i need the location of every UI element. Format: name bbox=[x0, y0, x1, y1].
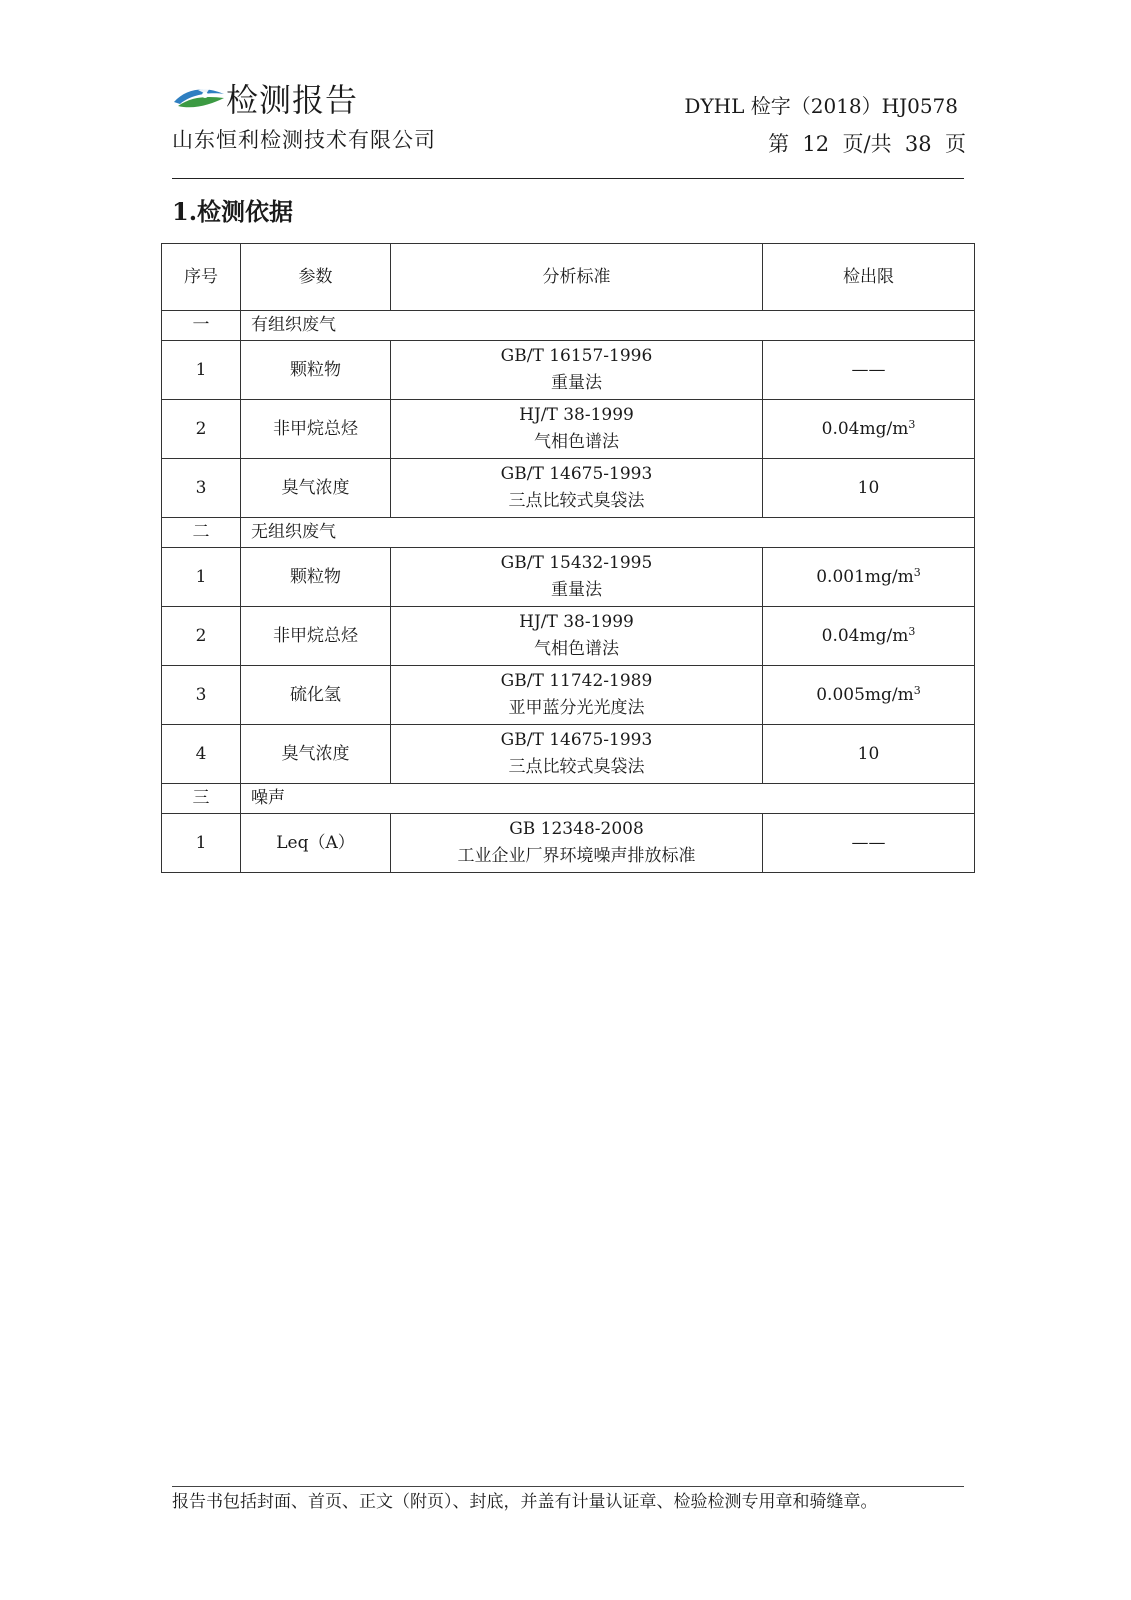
group-row bbox=[162, 784, 975, 814]
detection-limit-cell bbox=[763, 459, 975, 518]
detection-limit-value: 0.001mg/m bbox=[816, 566, 914, 587]
parameter-cell: Leq（A） bbox=[241, 814, 391, 873]
detection-limit-exponent: 3 bbox=[908, 417, 916, 431]
parameter-cell: 颗粒物 bbox=[241, 548, 391, 607]
parameter-cell: 非甲烷总烃 bbox=[241, 400, 391, 459]
group-number: 二 bbox=[162, 518, 241, 548]
table-row bbox=[162, 666, 975, 725]
standard-method: 重量法 bbox=[551, 580, 602, 600]
standard-code: HJ/T 38-1999 bbox=[519, 612, 634, 632]
detection-limit-cell bbox=[763, 607, 975, 666]
standard-cell bbox=[391, 459, 763, 518]
standard-cell bbox=[391, 607, 763, 666]
standard-cell bbox=[391, 725, 763, 784]
standard-code: GB/T 15432-1995 bbox=[500, 553, 653, 573]
row-number: 2 bbox=[162, 607, 241, 666]
detection-limit-cell bbox=[763, 666, 975, 725]
detection-limit-value: —— bbox=[851, 359, 886, 380]
standard-cell bbox=[391, 666, 763, 725]
group-label: 无组织废气 bbox=[241, 518, 975, 548]
detection-limit-value: —— bbox=[851, 832, 886, 853]
table-row bbox=[162, 607, 975, 666]
table-row bbox=[162, 725, 975, 784]
report-title: 检测报告 bbox=[226, 81, 359, 119]
section-title: 1.检测依据 bbox=[172, 197, 294, 226]
parameter-cell: 非甲烷总烃 bbox=[241, 607, 391, 666]
detection-limit-cell bbox=[763, 814, 975, 873]
detection-limit-cell bbox=[763, 725, 975, 784]
standard-cell bbox=[391, 341, 763, 400]
table-row bbox=[162, 341, 975, 400]
header-divider bbox=[172, 178, 964, 179]
parameter-cell: 硫化氢 bbox=[241, 666, 391, 725]
parameter-cell: 臭气浓度 bbox=[241, 459, 391, 518]
detection-limit-cell bbox=[763, 400, 975, 459]
standard-code: GB 12348-2008 bbox=[509, 819, 644, 839]
detection-limit-value: 10 bbox=[857, 477, 880, 498]
row-number: 4 bbox=[162, 725, 241, 784]
standard-method: 气相色谱法 bbox=[534, 432, 619, 452]
header-parameter: 参数 bbox=[241, 244, 391, 311]
detection-limit-cell bbox=[763, 341, 975, 400]
detection-limit-exponent: 3 bbox=[913, 683, 921, 697]
row-number: 1 bbox=[162, 341, 241, 400]
standard-code: GB/T 11742-1989 bbox=[500, 671, 653, 691]
standard-code: GB/T 16157-1996 bbox=[500, 346, 653, 366]
parameter-cell: 颗粒物 bbox=[241, 341, 391, 400]
detection-limit-value: 0.005mg/m bbox=[816, 684, 914, 705]
detection-limit-value: 0.04mg/m bbox=[821, 625, 909, 646]
table-row bbox=[162, 459, 975, 518]
table-header-row bbox=[162, 244, 975, 311]
company-logo-icon bbox=[172, 82, 226, 116]
standard-cell bbox=[391, 548, 763, 607]
group-number: 一 bbox=[162, 311, 241, 341]
detection-limit-value: 0.04mg/m bbox=[821, 418, 909, 439]
document-number: DYHL 检字（2018）HJ0578 bbox=[684, 94, 958, 118]
row-number: 1 bbox=[162, 548, 241, 607]
header-serial-no: 序号 bbox=[162, 244, 241, 311]
detection-limit-exponent: 3 bbox=[913, 565, 921, 579]
header-detection-limit: 检出限 bbox=[763, 244, 975, 311]
company-name: 山东恒利检测技术有限公司 bbox=[172, 128, 436, 152]
standard-cell bbox=[391, 814, 763, 873]
standard-method: 工业企业厂界环境噪声排放标准 bbox=[457, 846, 696, 866]
group-label: 噪声 bbox=[241, 784, 975, 814]
group-row bbox=[162, 518, 975, 548]
standard-code: HJ/T 38-1999 bbox=[519, 405, 634, 425]
footer-divider bbox=[172, 1486, 964, 1487]
table-row bbox=[162, 814, 975, 873]
table-row bbox=[162, 400, 975, 459]
testing-basis-table bbox=[161, 243, 975, 873]
parameter-cell: 臭气浓度 bbox=[241, 725, 391, 784]
row-number: 3 bbox=[162, 666, 241, 725]
standard-code: GB/T 14675-1993 bbox=[500, 730, 653, 750]
standard-method: 三点比较式臭袋法 bbox=[508, 757, 645, 777]
detection-limit-cell bbox=[763, 548, 975, 607]
table-row bbox=[162, 548, 975, 607]
group-number: 三 bbox=[162, 784, 241, 814]
row-number: 1 bbox=[162, 814, 241, 873]
standard-code: GB/T 14675-1993 bbox=[500, 464, 653, 484]
row-number: 2 bbox=[162, 400, 241, 459]
row-number: 3 bbox=[162, 459, 241, 518]
standard-cell bbox=[391, 400, 763, 459]
standard-method: 气相色谱法 bbox=[534, 639, 619, 659]
standard-method: 重量法 bbox=[551, 373, 602, 393]
page-number: 第 12 页/共 38 页 bbox=[768, 132, 966, 156]
standard-method: 亚甲蓝分光光度法 bbox=[508, 698, 645, 718]
footer-note: 报告书包括封面、首页、正文（附页）、封底，并盖有计量认证章、检验检测专用章和骑缝章。 bbox=[172, 1492, 878, 1512]
header-analysis-standard: 分析标准 bbox=[391, 244, 763, 311]
detection-limit-value: 10 bbox=[857, 743, 880, 764]
standard-method: 三点比较式臭袋法 bbox=[508, 491, 645, 511]
group-label: 有组织废气 bbox=[241, 311, 975, 341]
group-row bbox=[162, 311, 975, 341]
detection-limit-exponent: 3 bbox=[908, 624, 916, 638]
